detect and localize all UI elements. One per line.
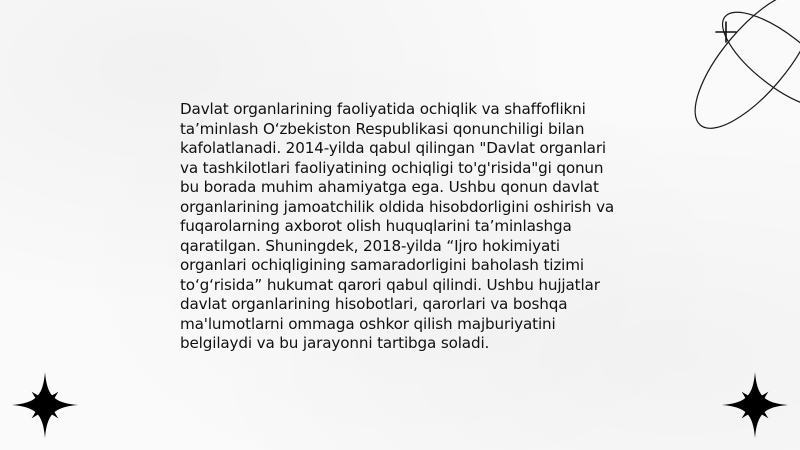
four-point-star-icon [722,372,788,438]
four-point-star-icon [12,372,78,438]
orbit-sparkle-icon [660,0,800,150]
slide-body-text: Davlat organlarining faoliyatida ochiqlik va shaffoflikni ta’minlash O‘zbekiston Respublikasi qonunchiligi bilan kafolatlanadi. 2014-yilda qabul qilingan "Davlat organlari va tashkilotlari faoliyatining ochiqligi to'g'risida"gi qonun bu borada muhim ahamiyatga ega. Ushbu qonun davlat organlarining jamoatchilik oldida hisobdorligini oshirish va fuqarolarning axborot olish huquqlarini ta’minlashga qaratilgan. Shuningdek, 2018-yilda “Ijro hokimiyati organlari ochiqligining samaradorligini baholash tizimi to‘g‘risida” hukumat qarori qabul qilindi. Ushbu hujjatlar davlat organlarining hisobotlari, qarorlari va boshqa ma'lumotlarni ommaga oshkor qilish majburiyatini belgilaydi va bu jarayonni tartibga soladi. [180,100,615,352]
